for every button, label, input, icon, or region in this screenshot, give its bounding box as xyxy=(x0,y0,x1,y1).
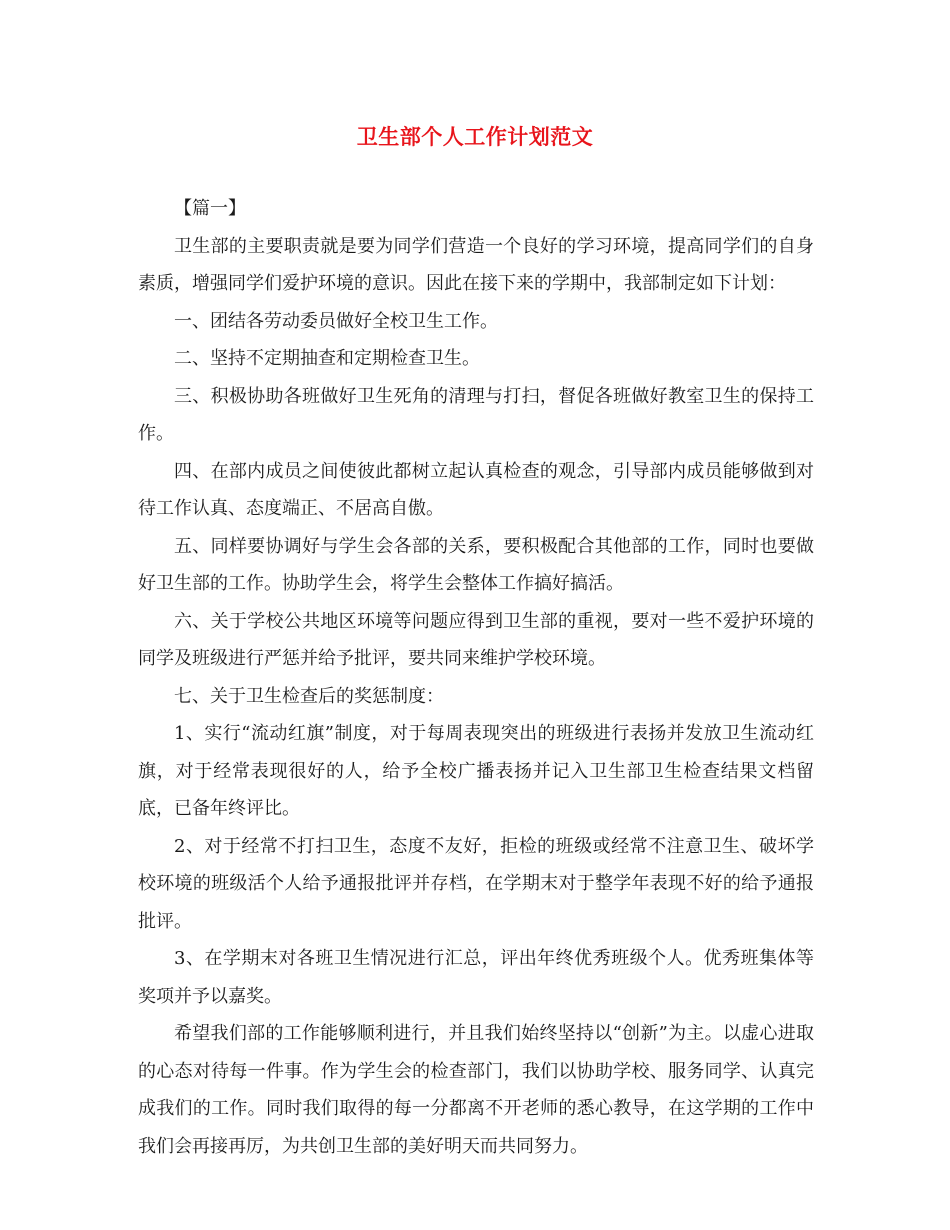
section-label: 【篇一】 xyxy=(174,198,246,219)
document-title: 卫生部个人工作计划范文 xyxy=(356,125,594,149)
paragraph-item-5: 五、同样要协调好与学生会各部的关系，要积极配合其他部的工作，同时也要做好卫生部的工作。协助学生会，将学生会整体工作搞好搞活。 xyxy=(138,535,814,594)
paragraph-item-3: 三、积极协助各班做好卫生死角的清理与打扫，督促各班做好教室卫生的保持工作。 xyxy=(138,385,814,444)
paragraph-rule-3: 3、在学期末对各班卫生情况进行汇总，评出年终优秀班级个人。优秀班集体等奖项并予以嘉奖。 xyxy=(138,948,814,1007)
paragraph-item-4: 四、在部内成员之间使彼此都树立起认真检查的观念，引导部内成员能够做到对待工作认真、态度端正、不居高自傲。 xyxy=(138,460,814,519)
paragraph-item-7: 七、关于卫生检查后的奖惩制度： xyxy=(174,685,444,707)
document-body xyxy=(138,190,814,1165)
paragraph-rule-1: 1、实行“流动红旗”制度，对于每周表现突出的班级进行表扬并发放卫生流动红旗，对于经常表现很好的人，给予全校广播表扬并记入卫生部卫生检查结果文档留底，已备年终评比。 xyxy=(138,723,814,819)
paragraph-item-1: 一、团结各劳动委员做好全校卫生工作。 xyxy=(174,310,498,332)
paragraph-item-2: 二、坚持不定期抽查和定期检查卫生。 xyxy=(174,348,480,369)
paragraph-item-6: 六、关于学校公共地区环境等问题应得到卫生部的重视，要对一些不爱护环境的同学及班级进行严惩并给予批评，要共同来维护学校环境。 xyxy=(138,610,814,669)
paragraph-intro: 卫生部的主要职责就是要为同学们营造一个良好的学习环境，提高同学们的自身素质，增强同学们爱护环境的意识。因此在接下来的学期中，我部制定如下计划： xyxy=(138,235,814,294)
paragraph-rule-2: 2、对于经常不打扫卫生，态度不友好，拒检的班级或经常不注意卫生、破坏学校环境的班级活个人给予通报批评并存档，在学期末对于整学年表现不好的给予通报批评。 xyxy=(138,835,814,932)
paragraph-conclusion: 希望我们部的工作能够顺利进行，并且我们始终坚持以“创新”为主。以虚心进取的心态对待每一件事。作为学生会的检查部门，我们以协助学校、服务同学、认真完成我们的工作。同时我们取得的每一分都离不开老师的悉心教导，在这学期的工作中我们会再接再厉，为共创卫生部的美好明天而共同努力。 xyxy=(138,1023,814,1157)
